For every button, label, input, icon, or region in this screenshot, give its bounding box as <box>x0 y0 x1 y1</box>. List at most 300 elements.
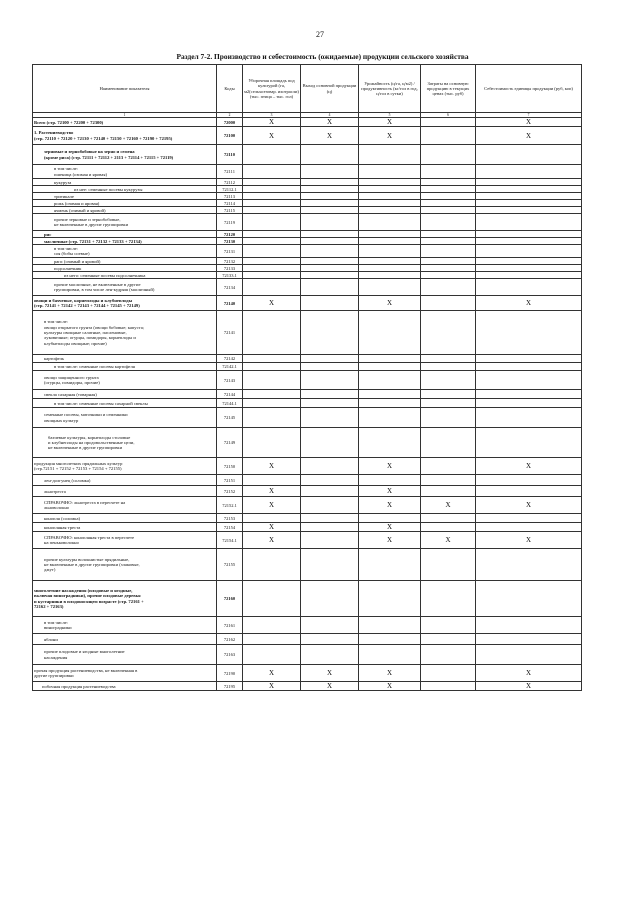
table-row <box>33 186 582 193</box>
cell-unit-cost <box>476 581 582 617</box>
cell-costs <box>421 581 476 617</box>
column-number: 3 <box>243 113 301 118</box>
cell-output <box>301 523 359 532</box>
cell-unit-cost <box>476 549 582 581</box>
table-row <box>33 355 582 363</box>
cell-output <box>301 193 359 200</box>
cell-unit-cost <box>476 145 582 165</box>
cell-unit-cost: X <box>476 118 582 127</box>
row-code: 72140 <box>217 296 243 311</box>
cell-unit-cost <box>476 399 582 408</box>
cell-costs <box>421 272 476 279</box>
cell-harvest-area <box>243 200 301 207</box>
cell-yield <box>359 408 421 428</box>
row-name: Всего (стр. 72100 + 72200 + 72300) <box>33 118 217 127</box>
row-name: из нее: семенные посевы кукурузы <box>33 186 217 193</box>
row-name: прочие культуры волокнистые прядильные, не включенные в другие группировки (злаковые, джут) <box>33 549 217 581</box>
row-name: в том числе: семенные посевы картофеля <box>33 363 217 371</box>
header-code: Коды <box>217 65 243 113</box>
row-name: зерновые и зернобобовые на зерно и семена (кроме риса) (стр. 72111 + 72112 + 2113 + 72114 + 72115 + 72119) <box>33 145 217 165</box>
cell-yield <box>359 279 421 296</box>
cell-yield <box>359 514 421 523</box>
row-name: тритикале <box>33 193 217 200</box>
row-code: 72152 <box>217 486 243 497</box>
cell-yield <box>359 179 421 186</box>
row-code: 72133.1 <box>217 272 243 279</box>
cell-unit-cost <box>476 245 582 258</box>
cell-costs <box>421 118 476 127</box>
cell-harvest-area: X <box>243 118 301 127</box>
cell-unit-cost <box>476 265 582 272</box>
cell-output: X <box>301 118 359 127</box>
cell-output <box>301 231 359 238</box>
cell-unit-cost <box>476 207 582 214</box>
row-name: из него: семенные посевы подсолнечника <box>33 272 217 279</box>
cell-unit-cost <box>476 475 582 486</box>
table-row <box>33 399 582 408</box>
cell-harvest-area <box>243 311 301 355</box>
cell-unit-cost <box>476 355 582 363</box>
cell-output <box>301 279 359 296</box>
cell-yield <box>359 245 421 258</box>
cell-costs <box>421 371 476 390</box>
table-row <box>33 165 582 179</box>
row-code: 72111 <box>217 165 243 179</box>
table-row <box>33 523 582 532</box>
cell-costs <box>421 231 476 238</box>
cell-unit-cost <box>476 186 582 193</box>
cell-unit-cost <box>476 179 582 186</box>
cell-harvest-area: X <box>243 296 301 311</box>
table-row <box>33 214 582 231</box>
row-code: 72112.1 <box>217 186 243 193</box>
row-code: 72154 <box>217 523 243 532</box>
cell-yield <box>359 581 421 617</box>
cell-yield <box>359 238 421 245</box>
cell-unit-cost <box>476 371 582 390</box>
row-code: 72000 <box>217 118 243 127</box>
cell-costs <box>421 127 476 145</box>
table-row <box>33 581 582 617</box>
cell-costs <box>421 408 476 428</box>
row-name: свекла сахарная (товарная) <box>33 390 217 399</box>
cell-costs <box>421 634 476 645</box>
cell-yield <box>359 265 421 272</box>
row-code: 72133 <box>217 265 243 272</box>
cell-unit-cost <box>476 645 582 665</box>
cell-yield: X <box>359 296 421 311</box>
row-name: 1. Растениеводство (стр. 72110 + 72120 + 72130 + 72140 + 72150 + 72160 + 72190 + 72195) <box>33 127 217 145</box>
row-name: подсолнечник <box>33 265 217 272</box>
cell-costs <box>421 549 476 581</box>
table-row <box>33 145 582 165</box>
cell-costs <box>421 486 476 497</box>
cell-costs <box>421 165 476 179</box>
row-name: рожь (озимая и яровая) <box>33 200 217 207</box>
cell-output <box>301 145 359 165</box>
row-code: 72113 <box>217 193 243 200</box>
cell-harvest-area <box>243 371 301 390</box>
cell-yield <box>359 200 421 207</box>
cell-yield: X <box>359 532 421 549</box>
cell-costs <box>421 428 476 458</box>
table-row <box>33 408 582 428</box>
cell-harvest-area <box>243 186 301 193</box>
table-row <box>33 193 582 200</box>
row-name: прочая продукция растениеводства, не включенная в другие группировки <box>33 665 217 682</box>
cell-output <box>301 532 359 549</box>
cell-unit-cost <box>476 617 582 634</box>
cell-unit-cost <box>476 279 582 296</box>
cell-output <box>301 581 359 617</box>
cell-harvest-area <box>243 245 301 258</box>
cell-costs <box>421 193 476 200</box>
cell-costs <box>421 265 476 272</box>
row-name: СПРАВОЧНО: конопляная треста в пересчете на пеньковолокно <box>33 532 217 549</box>
row-name: яблони <box>33 634 217 645</box>
row-code: 72131 <box>217 245 243 258</box>
cell-harvest-area <box>243 238 301 245</box>
cell-yield <box>359 371 421 390</box>
cell-unit-cost: X <box>476 127 582 145</box>
cell-harvest-area: X <box>243 458 301 475</box>
row-code: 72152.1 <box>217 497 243 514</box>
cell-harvest-area <box>243 514 301 523</box>
cell-output <box>301 200 359 207</box>
cell-output <box>301 258 359 265</box>
cell-unit-cost <box>476 634 582 645</box>
table-row <box>33 238 582 245</box>
cell-harvest-area: X <box>243 532 301 549</box>
production-cost-table <box>32 64 582 691</box>
cell-output <box>301 207 359 214</box>
cell-harvest-area <box>243 549 301 581</box>
cell-harvest-area <box>243 265 301 272</box>
cell-costs <box>421 258 476 265</box>
cell-harvest-area <box>243 581 301 617</box>
cell-yield <box>359 399 421 408</box>
cell-harvest-area <box>243 645 301 665</box>
table-row <box>33 497 582 514</box>
table-row <box>33 532 582 549</box>
row-code: 72144.1 <box>217 399 243 408</box>
cell-unit-cost <box>476 486 582 497</box>
header-harvest-area: Уборочная площадь под культурой (га, м2(сельхозтовар. ихотрасли) (тыс. птица – тыс. гол) <box>243 65 301 113</box>
row-code: 72110 <box>217 145 243 165</box>
cell-yield <box>359 645 421 665</box>
cell-yield <box>359 186 421 193</box>
table-row <box>33 645 582 665</box>
row-name: прочие масличные, не включенные в другие группировки, в том числе лен-кудряш (масличный) <box>33 279 217 296</box>
row-code: 72155 <box>217 549 243 581</box>
cell-unit-cost <box>476 363 582 371</box>
cell-costs <box>421 279 476 296</box>
cell-yield <box>359 193 421 200</box>
cell-yield <box>359 363 421 371</box>
cell-output <box>301 245 359 258</box>
row-name: в том числе: соя (бобы соевые) <box>33 245 217 258</box>
column-number: 6 <box>421 113 476 118</box>
cell-harvest-area <box>243 355 301 363</box>
row-code: 72142 <box>217 355 243 363</box>
row-name: льнотреста <box>33 486 217 497</box>
cell-output <box>301 272 359 279</box>
cell-unit-cost <box>476 214 582 231</box>
cell-costs <box>421 179 476 186</box>
cell-costs <box>421 311 476 355</box>
cell-yield <box>359 311 421 355</box>
cell-output <box>301 617 359 634</box>
cell-harvest-area <box>243 279 301 296</box>
row-name: в том числе: виноградники <box>33 617 217 634</box>
column-number: 7 <box>476 113 582 118</box>
cell-output <box>301 428 359 458</box>
cell-yield <box>359 390 421 399</box>
cell-harvest-area: X <box>243 127 301 145</box>
row-code: 72134 <box>217 279 243 296</box>
row-code: 72120 <box>217 231 243 238</box>
cell-costs <box>421 617 476 634</box>
row-name: рис <box>33 231 217 238</box>
cell-unit-cost: X <box>476 296 582 311</box>
table-row <box>33 272 582 279</box>
cell-harvest-area <box>243 617 301 634</box>
cell-costs <box>421 514 476 523</box>
table-row <box>33 207 582 214</box>
cell-harvest-area <box>243 165 301 179</box>
row-code: 72145 <box>217 408 243 428</box>
row-code: 72160 <box>217 581 243 617</box>
cell-yield <box>359 272 421 279</box>
cell-yield: X <box>359 665 421 682</box>
cell-yield <box>359 617 421 634</box>
cell-output: X <box>301 682 359 691</box>
table-row <box>33 486 582 497</box>
cell-costs <box>421 145 476 165</box>
row-code: 72153 <box>217 514 243 523</box>
cell-yield <box>359 258 421 265</box>
cell-yield: X <box>359 682 421 691</box>
cell-yield: X <box>359 458 421 475</box>
row-code: 72149 <box>217 428 243 458</box>
row-code: 72144 <box>217 390 243 399</box>
cell-costs <box>421 238 476 245</box>
cell-output <box>301 634 359 645</box>
cell-harvest-area <box>243 634 301 645</box>
table-row <box>33 549 582 581</box>
column-number: 5 <box>359 113 421 118</box>
cell-harvest-area <box>243 428 301 458</box>
cell-yield: X <box>359 127 421 145</box>
cell-harvest-area: X <box>243 486 301 497</box>
cell-unit-cost <box>476 231 582 238</box>
row-code: 72143 <box>217 371 243 390</box>
row-name: лен-долгунец (соломка) <box>33 475 217 486</box>
cell-output: X <box>301 665 359 682</box>
section-title: Раздел 7-2. Производство и себестоимость (ожидаемые) продукции сельского хозяйства <box>176 52 469 61</box>
cell-output: X <box>301 127 359 145</box>
cell-harvest-area <box>243 193 301 200</box>
table-row <box>33 179 582 186</box>
row-name: прочие зерновые и зернобобовые, не включенные в другие группировки <box>33 214 217 231</box>
cell-output <box>301 186 359 193</box>
header-yield: Урожайность (ц/га, ц/м2) / продуктивность (кг/гол в год, ц/гол в сутки) <box>359 65 421 113</box>
cell-unit-cost <box>476 193 582 200</box>
cell-yield <box>359 165 421 179</box>
cell-costs <box>421 245 476 258</box>
cell-unit-cost <box>476 523 582 532</box>
cell-output <box>301 214 359 231</box>
cell-output <box>301 408 359 428</box>
cell-unit-cost <box>476 258 582 265</box>
cell-harvest-area <box>243 363 301 371</box>
cell-output <box>301 399 359 408</box>
cell-costs: X <box>421 497 476 514</box>
row-code: 72151 <box>217 475 243 486</box>
column-number: 2 <box>217 113 243 118</box>
table-row <box>33 371 582 390</box>
cell-costs <box>421 665 476 682</box>
cell-unit-cost <box>476 200 582 207</box>
cell-harvest-area <box>243 179 301 186</box>
row-name: продукция многолетних прядильных культур (стр.72151 + 72152 + 72153 + 72154 + 72155) <box>33 458 217 475</box>
cell-costs <box>421 207 476 214</box>
cell-output <box>301 238 359 245</box>
cell-harvest-area <box>243 399 301 408</box>
cell-costs <box>421 214 476 231</box>
row-name: кукуруза <box>33 179 217 186</box>
cell-harvest-area <box>243 214 301 231</box>
cell-harvest-area <box>243 475 301 486</box>
cell-unit-cost: X <box>476 665 582 682</box>
row-code: 72130 <box>217 238 243 245</box>
cell-costs <box>421 399 476 408</box>
row-code: 72119 <box>217 214 243 231</box>
row-name: овощи защищенного грунта (огурцы, помидоры, прочие) <box>33 371 217 390</box>
cell-output <box>301 355 359 363</box>
cell-output <box>301 179 359 186</box>
cell-yield <box>359 428 421 458</box>
cell-yield <box>359 475 421 486</box>
header-unit-cost: Себестоимость единицы продукции (руб, коп) <box>476 65 582 113</box>
row-code: 72112 <box>217 179 243 186</box>
row-code: 72114 <box>217 200 243 207</box>
page-number: 27 <box>316 30 324 39</box>
cell-yield <box>359 145 421 165</box>
cell-costs <box>421 355 476 363</box>
cell-unit-cost <box>476 238 582 245</box>
header-output: Выход основной продукции (ц) <box>301 65 359 113</box>
cell-costs <box>421 475 476 486</box>
row-name: рапс (озимый и яровой) <box>33 258 217 265</box>
row-code: 72100 <box>217 127 243 145</box>
cell-yield: X <box>359 486 421 497</box>
row-code: 72115 <box>217 207 243 214</box>
row-name: конопляная треста <box>33 523 217 532</box>
cell-costs <box>421 390 476 399</box>
table-row <box>33 665 582 682</box>
cell-harvest-area <box>243 408 301 428</box>
cell-harvest-area: X <box>243 497 301 514</box>
table-row <box>33 428 582 458</box>
cell-yield: X <box>359 497 421 514</box>
cell-unit-cost: X <box>476 458 582 475</box>
row-name: ячмень (озимый и яровой) <box>33 207 217 214</box>
cell-output <box>301 475 359 486</box>
table-row <box>33 458 582 475</box>
row-name: бахчевые культуры, корнеплоды столовые и клубнеплоды на продовольственные цели, не включенные в другие группировки <box>33 428 217 458</box>
table-row <box>33 127 582 145</box>
table-body <box>33 118 582 691</box>
cell-output <box>301 645 359 665</box>
row-code: 72154.1 <box>217 532 243 549</box>
row-name: в том числе: овощи открытого грунта (овощи бобовые; капуста; культуры овощные салатные, пасленовые, луковичные; огурцы, помидоры, корнеплоды и клубнеплоды овощные; прочие) <box>33 311 217 355</box>
row-code: 72142.1 <box>217 363 243 371</box>
cell-harvest-area: X <box>243 682 301 691</box>
cell-output <box>301 486 359 497</box>
cell-output <box>301 458 359 475</box>
header-row <box>33 65 582 113</box>
table-row <box>33 245 582 258</box>
cell-yield <box>359 231 421 238</box>
row-name: картофель <box>33 355 217 363</box>
table-row <box>33 118 582 127</box>
table-row <box>33 311 582 355</box>
cell-costs <box>421 296 476 311</box>
cell-output <box>301 514 359 523</box>
cell-yield <box>359 355 421 363</box>
table-row <box>33 200 582 207</box>
table-row <box>33 265 582 272</box>
cell-costs <box>421 682 476 691</box>
row-code: 72163 <box>217 645 243 665</box>
table-row <box>33 296 582 311</box>
cell-output <box>301 165 359 179</box>
cell-yield <box>359 207 421 214</box>
cell-output <box>301 363 359 371</box>
cell-output <box>301 371 359 390</box>
column-number: 4 <box>301 113 359 118</box>
row-code: 72161 <box>217 617 243 634</box>
cell-yield <box>359 214 421 231</box>
cell-output <box>301 549 359 581</box>
cell-unit-cost: X <box>476 532 582 549</box>
cell-output <box>301 311 359 355</box>
cell-costs <box>421 200 476 207</box>
header-costs: Затраты на основную продукцию в текущих ценах (тыс. руб) <box>421 65 476 113</box>
cell-costs <box>421 523 476 532</box>
cell-harvest-area <box>243 145 301 165</box>
row-name: прочие плодовые и ягодные многолетние насаждения <box>33 645 217 665</box>
cell-harvest-area <box>243 390 301 399</box>
cell-yield: X <box>359 118 421 127</box>
table-row <box>33 390 582 399</box>
row-code: 72132 <box>217 258 243 265</box>
table-row <box>33 279 582 296</box>
cell-unit-cost <box>476 165 582 179</box>
table-row <box>33 363 582 371</box>
cell-unit-cost: X <box>476 497 582 514</box>
cell-yield <box>359 634 421 645</box>
row-name: масличные (стр. 72131 + 72132 + 72133 + 72134) <box>33 238 217 245</box>
row-name: в том числе: семенные посевы сахарной свеклы <box>33 399 217 408</box>
table-row <box>33 475 582 486</box>
cell-costs <box>421 186 476 193</box>
cell-harvest-area: X <box>243 523 301 532</box>
row-code: 72190 <box>217 665 243 682</box>
table-row <box>33 514 582 523</box>
row-name: в том числе: пшеница (озимая и яровая) <box>33 165 217 179</box>
